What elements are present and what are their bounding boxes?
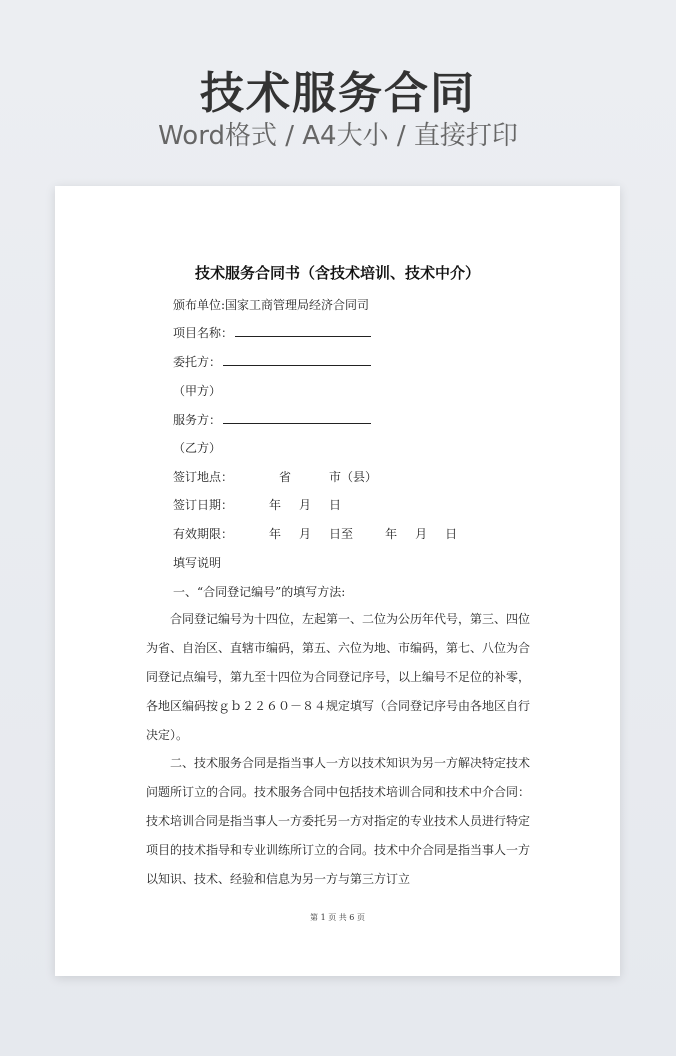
sign-date-label: 签订日期：	[173, 498, 234, 512]
page-footer: 第 1 页 共 6 页	[310, 913, 365, 922]
provider-label: 服务方：	[173, 413, 222, 427]
validity-month-unit: 月	[299, 527, 312, 541]
instructions-heading: 填写说明	[173, 556, 222, 570]
paragraph-service-contract: 二、技术服务合同是指当事人一方以技术知识为另一方解决特定技术问题所订立的合同。技术服务合同中包括技术培训合同和技术中介合同：技术培训合同是指当事人一方委托另一方对指定的专业技术人员进行特定项目的技术指导和专业训练所订立的合同。技术中介合同是指当事人一方以知识、技术、经验和信息为另一方与第三方订立	[146, 756, 531, 886]
banner-title: 技术服务合同	[200, 68, 476, 119]
provider-field[interactable]	[223, 411, 371, 424]
validity-day-to: 日至	[329, 527, 354, 541]
sign-day-unit: 日	[329, 498, 342, 512]
validity-label: 有效期限：	[173, 527, 234, 541]
document-page	[55, 186, 620, 976]
sign-month-unit: 月	[299, 498, 312, 512]
sign-date-row	[173, 496, 341, 514]
validity-year-unit: 年	[269, 527, 282, 541]
client-field[interactable]	[223, 353, 371, 366]
paragraph-registration-number: 合同登记编号为十四位，左起第一、二位为公历年代号，第三、四位为省、自治区、直辖市编码，第五、六位为地、市编码，第七、八位为合同登记点编号，第九至十四位为合同登记序号，以上编号不足位的补零，各地区编码按ｇｂ２２６０－８４规定填写（合同登记序号由各地区自行决定）。	[146, 612, 531, 742]
issuer-line: 颁布单位:国家工商管理局经济合同司	[173, 298, 370, 312]
validity-month2-unit: 月	[415, 527, 428, 541]
party-b-label: （乙方）	[173, 441, 222, 455]
project-name-label: 项目名称：	[173, 326, 234, 340]
sign-place-row	[173, 468, 377, 486]
client-label: 委托方：	[173, 355, 222, 369]
sign-year-unit: 年	[269, 498, 282, 512]
banner-subtitle: Word格式 / A4大小 / 直接打印	[158, 121, 518, 151]
province-unit: 省	[279, 470, 292, 484]
party-a-label: （甲方）	[173, 384, 222, 398]
validity-row	[173, 525, 457, 543]
provider-row	[173, 411, 371, 429]
city-unit: 市（县）	[329, 470, 378, 484]
validity-year2-unit: 年	[385, 527, 398, 541]
section1-heading: 一、“合同登记编号”的填写方法:	[173, 585, 346, 599]
project-name-row	[173, 324, 371, 342]
validity-day2-unit: 日	[445, 527, 458, 541]
sign-place-label: 签订地点：	[173, 470, 234, 484]
project-name-field[interactable]	[235, 324, 371, 337]
document-title: 技术服务合同书（含技术培训、技术中介）	[194, 264, 480, 282]
client-row	[173, 353, 371, 371]
